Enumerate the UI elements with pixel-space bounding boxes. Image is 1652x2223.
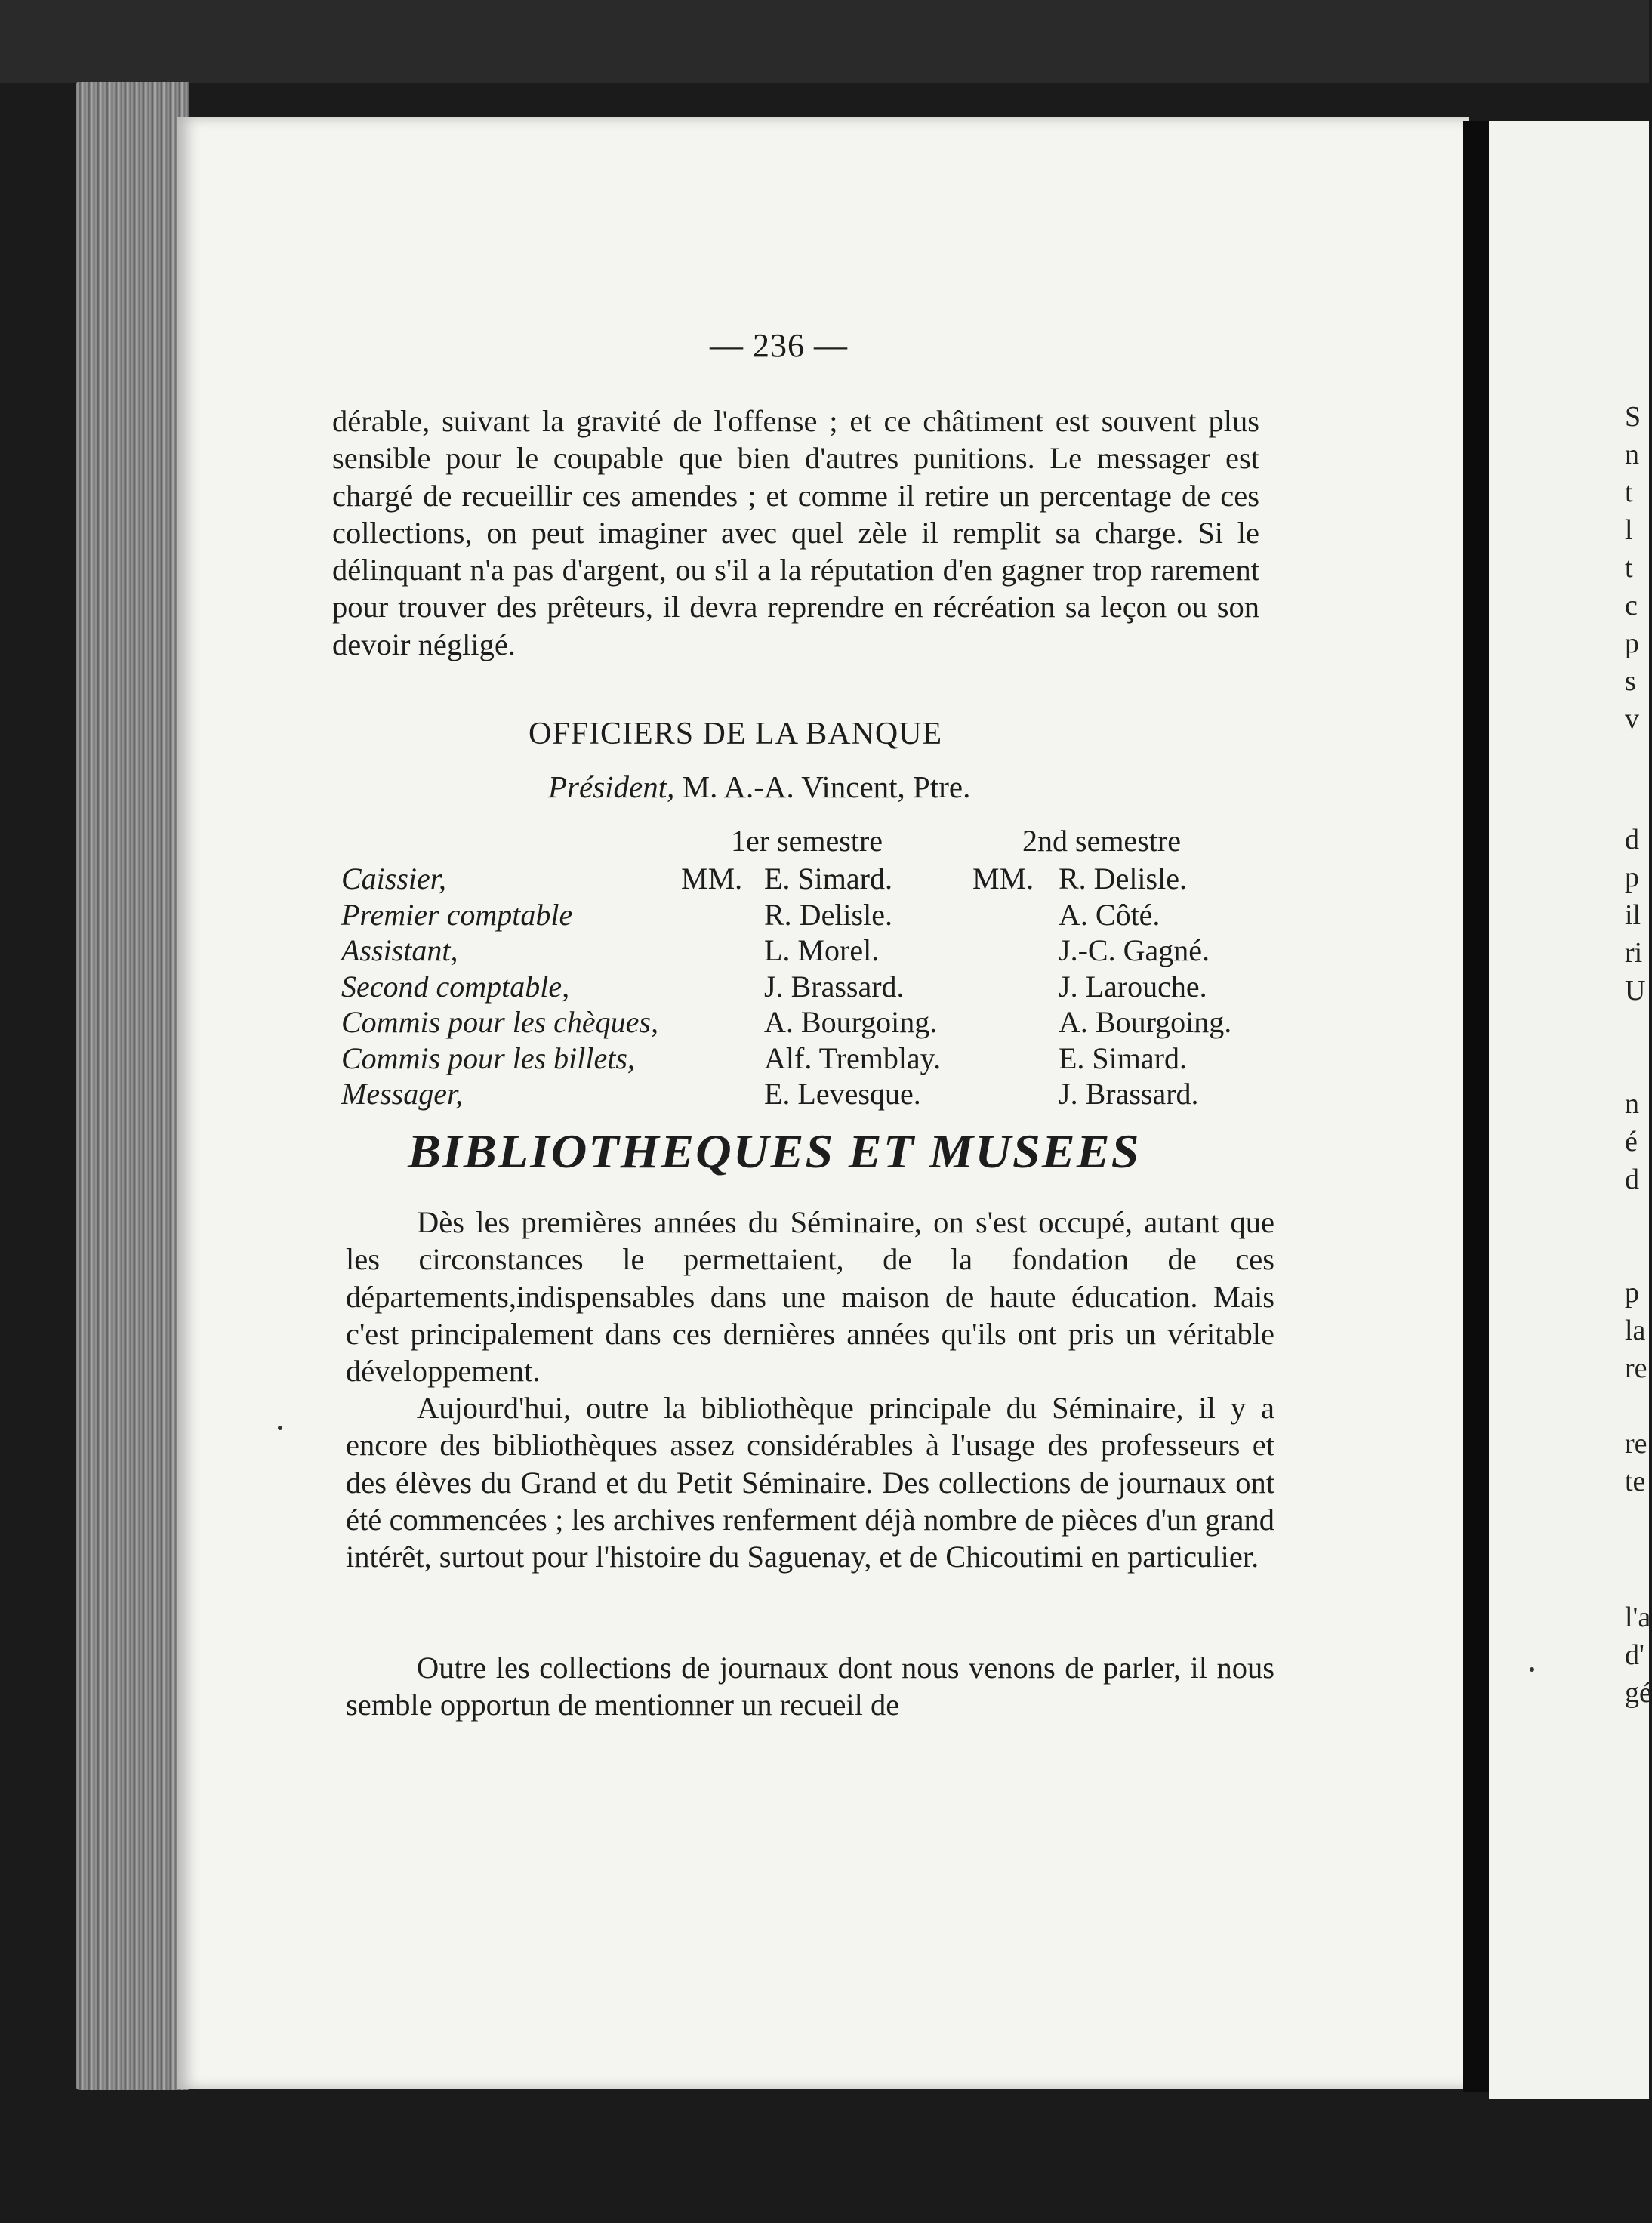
right-page-letter: S xyxy=(1625,401,1641,433)
officer-role: Second comptable, xyxy=(341,969,570,1004)
officer-first-semester: Alf. Tremblay. xyxy=(764,1041,942,1075)
bank-officers-title: OFFICIERS DE LA BANQUE xyxy=(529,717,943,751)
right-page-letter: t xyxy=(1625,552,1633,584)
officer-first-semester: L. Morel. xyxy=(764,933,880,967)
officer-role: Caissier, xyxy=(341,862,446,896)
president-line xyxy=(548,769,970,805)
officer-role: Premier comptable xyxy=(341,897,573,932)
honorific-second: MM. xyxy=(972,862,1034,896)
officer-second-semester: J.-C. Gagné. xyxy=(1059,933,1210,967)
officer-role: Assistant, xyxy=(341,933,458,967)
right-page-letter: ri xyxy=(1625,937,1643,969)
officer-second-semester: E. Simard. xyxy=(1059,1041,1187,1075)
officer-first-semester: E. Simard. xyxy=(764,862,892,896)
officer-first-semester: A. Bourgoing. xyxy=(764,1005,938,1039)
officer-second-semester: A. Bourgoing. xyxy=(1059,1005,1232,1039)
right-page-letter: t xyxy=(1625,476,1633,508)
right-page-letter: la xyxy=(1625,1315,1646,1346)
right-page-letter: l'a xyxy=(1625,1602,1651,1633)
paragraph-library-1: Dès les premières années du Séminaire, on s'est occupé, autant que les circonstances le permettaient, de la fondation de ces départements,indispensables dans une maison de haute éducation. Mais c'est principalement dans ces dernières années qu'ils ont pris un véritable développement. xyxy=(346,1205,1274,1389)
right-page-letter: l xyxy=(1625,514,1633,546)
right-page-letter: re xyxy=(1625,1352,1647,1384)
right-page-letter: il xyxy=(1625,899,1641,931)
first-semester-header: 1er semestre xyxy=(731,824,883,858)
right-page-letter: n xyxy=(1625,1088,1639,1120)
right-page-letter: c xyxy=(1625,590,1638,621)
right-page-letter: te xyxy=(1625,1466,1646,1497)
president-role: Président, xyxy=(548,769,675,804)
paragraph-library-2: Aujourd'hui, outre la bibliothèque principale du Séminaire, il y a encore des bibliothèques assez considérables à l'usage des professeurs et des élèves du Grand et du Petit Séminaire. Des collections de journaux ont été commencées ; les archives renferment déjà nombre de pièces d'un grand intérêt, surtout pour l'histoire du Saguenay, et de Chicoutimi en particulier. xyxy=(346,1391,1274,1574)
right-page-letter: d' xyxy=(1625,1639,1644,1671)
right-page-letter: re xyxy=(1625,1428,1647,1460)
officer-second-semester: J. Larouche. xyxy=(1059,969,1207,1004)
ink-speck xyxy=(278,1426,282,1430)
officer-role: Messager, xyxy=(341,1077,464,1111)
officer-second-semester: J. Brassard. xyxy=(1059,1077,1199,1111)
right-page-letter: gé xyxy=(1625,1677,1652,1709)
officer-first-semester: J. Brassard. xyxy=(764,969,905,1004)
section-heading: BIBLIOTHEQUES ET MUSEES xyxy=(408,1124,1141,1178)
right-page-letter: p xyxy=(1625,1277,1639,1309)
paragraph-intro: dérable, suivant la gravité de l'offense ; et ce châtiment est souvent plus sensible pour le coupable que bien d'autres punitions. Le messager est chargé de recueillir ces amendes ; et comme il retire un percentage de ces collections, on peut imaginer avec quel zèle il remplit sa charge. Si le délinquant n'a pas d'argent, ou s'il a la réputation d'en gagner trop rarement pour trouver des prêteurs, il devra reprendre en récréation sa leçon ou son devoir négligé. xyxy=(332,404,1259,661)
officer-role: Commis pour les chèques, xyxy=(341,1005,658,1039)
right-page-letter: s xyxy=(1625,665,1636,697)
ink-speck xyxy=(1530,1667,1534,1672)
scan-background-top xyxy=(0,0,1649,83)
right-page-letter: v xyxy=(1625,703,1639,735)
right-page-letter: n xyxy=(1625,439,1639,470)
officer-first-semester: E. Levesque. xyxy=(764,1077,921,1111)
book-page-edges xyxy=(76,82,189,2090)
honorific-first: MM. xyxy=(681,862,743,896)
page-number: — 236 — xyxy=(710,327,848,364)
president-name: M. A.-A. Vincent, Ptre. xyxy=(682,769,971,804)
right-page-letter: p xyxy=(1625,862,1639,893)
paragraph-library-3: Outre les collections de journaux dont nous venons de parler, il nous semble opportun de mentionner un recueil de xyxy=(346,1651,1274,1722)
right-page-letter: p xyxy=(1625,627,1639,659)
officer-second-semester: R. Delisle. xyxy=(1059,862,1187,896)
officer-first-semester: R. Delisle. xyxy=(764,897,892,932)
second-semester-header: 2nd semestre xyxy=(1022,824,1181,858)
right-page-letter: U xyxy=(1625,975,1646,1007)
right-page-letter: d xyxy=(1625,824,1639,856)
officer-role: Commis pour les billets, xyxy=(341,1041,635,1075)
right-page-letter: d xyxy=(1625,1164,1639,1195)
right-page-letter: é xyxy=(1625,1126,1638,1158)
book-gutter xyxy=(1463,121,1489,2092)
officer-second-semester: A. Côté. xyxy=(1059,897,1160,932)
